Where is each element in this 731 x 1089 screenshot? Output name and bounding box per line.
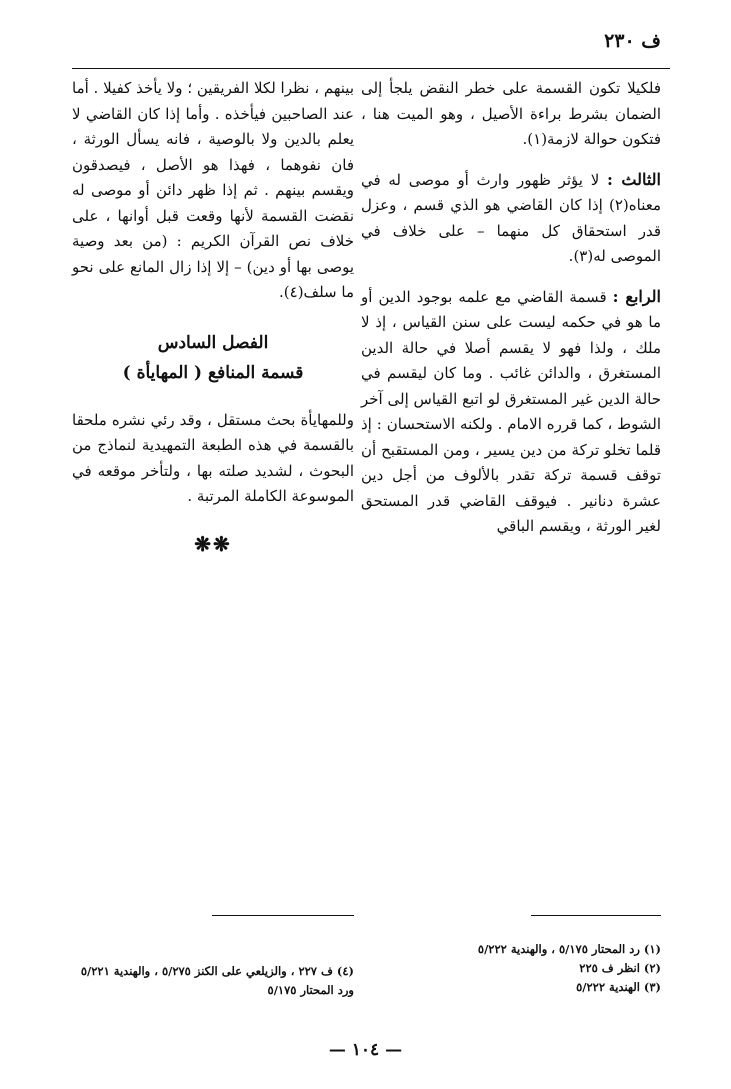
footnote-rule-left <box>212 915 354 916</box>
paragraph-lead-fourth: الرابع : <box>612 286 661 306</box>
top-rule <box>72 68 670 69</box>
footnote-item: ورد المحتار ٥/١٧٥ <box>267 983 354 997</box>
page-reference: ف ٢٣٠ <box>604 30 661 52</box>
footnote-item: (٢) انظر ف ٢٢٥ <box>579 961 661 975</box>
paragraph-lead-third: الثالث : <box>606 169 661 189</box>
section-subheading: قسمة المنافع ( المهايأة ) <box>122 362 304 383</box>
page-folio: — ١٠٤ — <box>328 1040 403 1060</box>
paragraph-text-fourth: قسمة القاضي مع علمه بوجود الدين أو ما هو في حكمه ليست على سنن القياس ، إذ لا ملك ، ولذا فهو لا يقسم أصلا في حالة الدين المستغرق ، والدائن غائب . وما كان ليقسم في حالة الدين غير المستغرق لو اتبع القياس إلى آخر الشوط ، كما قرره الامام . ولكنه الاستحسان : إذ قلما تخلو تركة من دين يسير ، ومن المستقبح أن توقف قسمة تركة تقدر بالألوف من أجل دين عشرة دنانير . فيوقف القاضي قدر المستحق لغير الورثة ، ويقسم الباقي <box>361 287 661 535</box>
footnotes-left <box>72 962 354 1000</box>
footnote-item: (٤) ف ٢٢٧ ، والزيلعي على الكنز ٥/٢٧٥ ، والهندية ٥/٢٢١ <box>80 964 354 978</box>
footnote-item: (٣) الهندية ٥/٢٢٢ <box>576 980 661 994</box>
footnote-item: (١) رد المحتار ٥/١٧٥ ، والهندية ٥/٢٢٢ <box>477 942 661 956</box>
paragraph-continuation: بينهم ، نظرا لكلا الفريقين ؛ ولا يأخذ كفيلا . أما عند الصاحبين فيأخذه . وأما إذا كان القاضي لا يعلم بالدين ولا بالوصية ، فانه يسأل الورثة ، فان نفوهما ، فهذا هو الأصل ، فيصدقون ويقسم بينهم . ثم إذا ظهر دائن أو موصى له نقضت القسمة لأنها وقعت قبل أوانها ، على خلاف نص القرآن الكريم : (من بعد وصية يوصى بها أو دين) – إلا إذا زال المانع على نحو ما سلف(٤). <box>72 79 354 301</box>
paragraph-guarantee: فلكيلا تكون القسمة على خطر النقض يلجأ إلى الضمان بشرط براءة الأصيل ، وهو الميت هنا ، فتكون حوالة لازمة(١). <box>361 79 661 148</box>
paragraph-muhaya: وللمهايأة بحث مستقل ، وقد رئي نشره ملحقا بالقسمة في هذه الطبعة التمهيدية لنماذج من البحوث ، لشديد صلته بها ، ولتأخر موقعه في الموسوعة الكاملة المرتبة . <box>72 410 354 505</box>
paragraph-text-third: لا يؤثر ظهور وارث أو موصى له في معناه(٢) إذا كان القاضي هو الذي قسم ، وعزل قدر استحقاق كل منهما – على خلاف في الموصى له(٣). <box>361 170 661 265</box>
footnote-rule-right <box>531 915 661 916</box>
section-end-stars: ❋❋ <box>194 531 232 556</box>
paragraph-third <box>361 167 661 270</box>
section-heading: الفصل السادس <box>157 332 269 353</box>
right-column <box>361 76 661 552</box>
paragraph-fourth <box>361 284 661 540</box>
footnotes-right <box>351 940 661 997</box>
left-column <box>72 76 354 557</box>
